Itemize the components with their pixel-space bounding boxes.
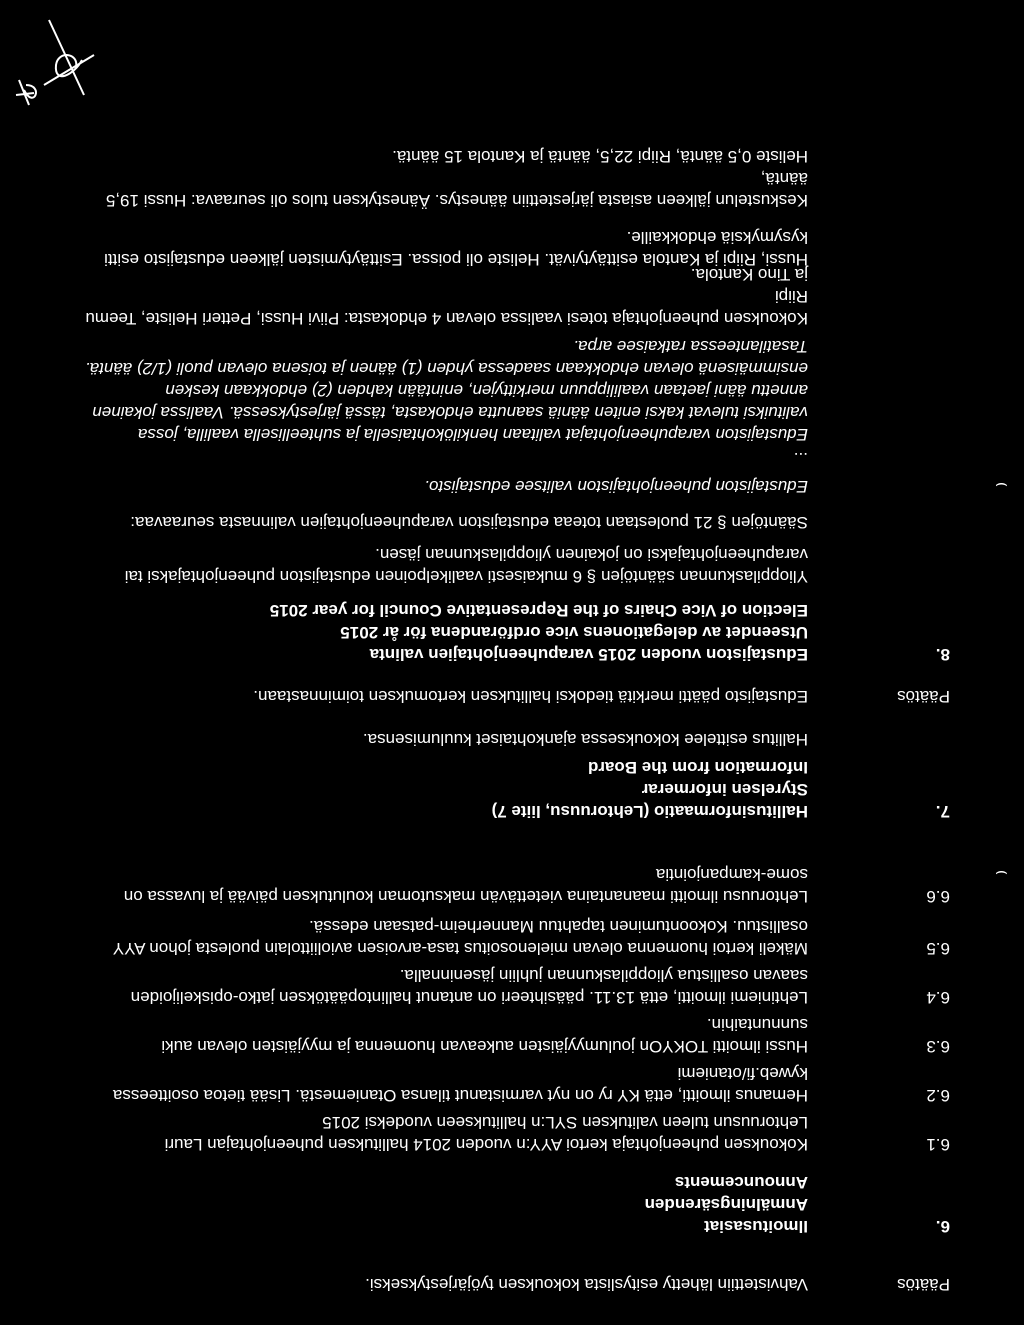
item-text: Hemanus ilmoitti, että KY ry on nyt varmistanut tilansa Otaniemestä. Lisää tietoa osoitteessa kyweb.fi/otaniemi	[112, 1064, 808, 1105]
item-number: 6.5	[926, 939, 950, 958]
item-number: 6.6	[926, 887, 950, 906]
section-number: 7.	[935, 802, 950, 821]
item-number: 6.2	[926, 1086, 950, 1105]
item-number: 6.4	[926, 988, 950, 1007]
section-title: Ilmoitusasiat Anmälningsärenden Announcements	[644, 1173, 808, 1236]
section-number: 8.	[935, 645, 950, 664]
item-text: Kokouksen puheenjohtaja kertoi AYY:n vuoden 2014 hallituksen puheenjohtajan Lauri Lehtoruusun tuleen valituksen SYL:n hallitukseen vuodeksi 2015	[164, 1113, 808, 1154]
decision-label: Päätös	[897, 687, 950, 706]
item-number: 6.3	[926, 1037, 950, 1056]
body-text: Hussi, Riipi ja Kantola esittäytyivät. Heliste oli poissa. Esittäytymisten jälkeen edustajisto esitti kysymyksiä ehdokkaille.	[104, 228, 808, 269]
body-text: Ylioppilaskunnan sääntöjen § 6 mukaisesti vaalikelpoinen edustajiston puheenjohtajaksi tai varapuheenjohtajaksi on jokainen ylioppilaskunnan jäsen.	[124, 545, 808, 586]
section-number: 6.	[935, 1217, 950, 1236]
body-text: Kokouksen puheenjohtaja totesi vaalissa olevan 4 ehdokasta: Piivi Hussi, Petteri Heliste, Teemu Riipi ja Tino Kantola.	[85, 265, 808, 328]
item-number: 6.1	[926, 1135, 950, 1154]
body-text: Sääntöjen § 21 puolestaan toteaa edustajiston varapuheenjohtajien valinnasta seuraavaa:	[130, 513, 808, 532]
quoted-rule: Edustajiston varapuheenjohtajat valitaan henkilökohtaisella ja suhteellisella vaalilla, jossa valituiksi tulevat kaksi eniten ääniä saanutta ehdokasta, tässä järjestyksessä. Vaalissa jokainen annettu ääni jaetaan vaalilippuun merkittyjen, enintään kahden (2) ehdokkaan kesken ensimmäisenä olevan ehdokkaan saadessa yhden (1) äänen ja toisena olevan puoli (1/2) ääntä. Tasatilanteessa ratkaisee arpa.	[85, 337, 808, 444]
item-text: Lehtiniemi ilmoitti, että 13.11. pääsihteeri on antanut hallintopäätöksen jatko-opiskelijoiden saavan osallistua ylioppilaskunnan juhliin jäseninnalla.	[130, 966, 808, 1007]
decision-text: Edustajisto päätti merkitä tiedoksi hallituksen kertomuksen toiminnastaan.	[253, 687, 808, 706]
handwritten-initials-signature	[14, 15, 104, 115]
section-title: Hallitusinformaatio (Lehtoruusu, liite 7) Styrelsen informerar Information from the Board	[491, 758, 808, 821]
item-text: Hussi ilmoitti TOKYOn joulumyyjäisten aukeavan huomenna ja myyjäisten olevan auki sunnuntaihin.	[161, 1015, 808, 1056]
section-title: Edustajiston vuoden 2015 varapuheenjohtajien valinta Utseendet av delegationens vice ordförandena för år 2015 Election of Vice Chairs of the Representative Council for year 2015	[269, 601, 808, 664]
item-text: Lehtoruusu ilmoitti maanantaina vietettävän maksutoman koulutuksen päivää ja luvassa on some-kampanjointia	[123, 865, 808, 906]
decision-label: Päätös	[897, 1275, 950, 1294]
item-text: Mäkeli kertoi huomenna olevan mielenosoitus tasa-arvoisen avioliittolain puolesta johon AYY osallistuu. Kokoontuminen tapahtuu Mannerheim-patsaan edessä.	[112, 917, 808, 958]
margin-bracket-mark: ⌣	[994, 863, 1008, 885]
margin-bracket-mark: ⌣	[994, 475, 1008, 497]
quoted-rule: Edustajiston puheenjohtajiston valitsee edustajisto.	[424, 477, 808, 496]
body-text: Keskustelun jälkeen asiasta järjestettiin äänestys. Äänestyksen tulos oli seuraava: Hussi 19,5 ääntä, Heliste 0,5 ääntä, Riipi 22,5, ääntä ja Kantola 15 ääntä.	[105, 147, 808, 210]
body-text: Hallitus esittelee kokouksessa ajankohtaiset kuulumisensa.	[362, 730, 808, 749]
decision-text: Vahvistettiin lähetty esityslista kokouksen työjärjestykseksi.	[365, 1275, 808, 1294]
ellipsis: ...	[793, 449, 808, 468]
